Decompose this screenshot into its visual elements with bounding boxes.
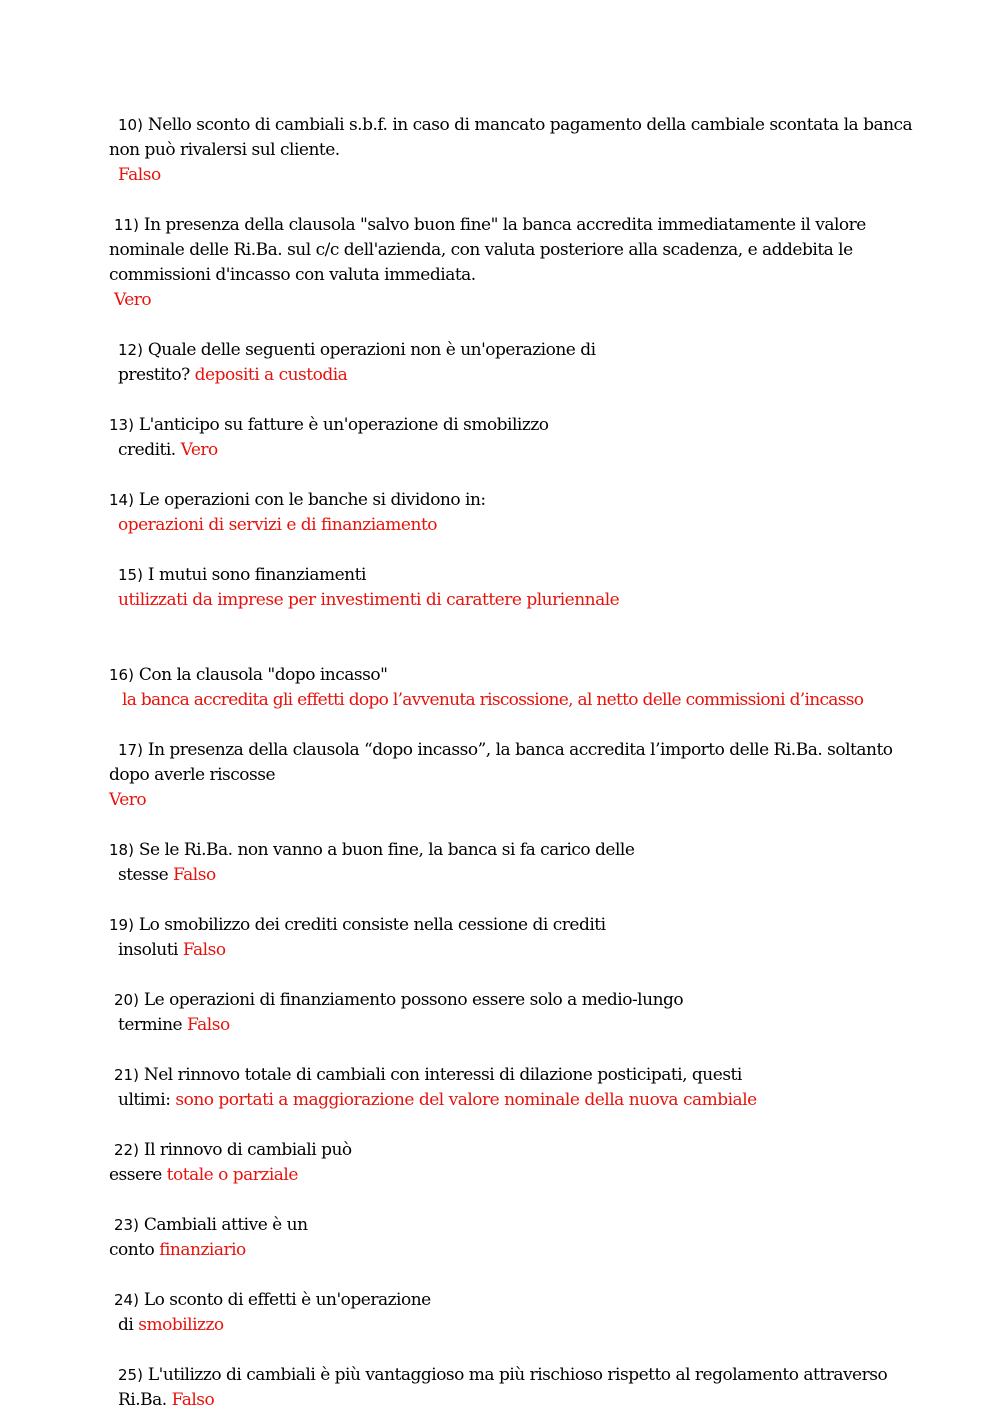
question-line: [118, 938, 226, 963]
question-line: [118, 113, 912, 138]
question-text: essere: [109, 1165, 162, 1185]
question-line: non può rivalersi sul cliente.: [109, 140, 340, 160]
question-line: [118, 363, 347, 388]
answer: Falso: [182, 940, 226, 960]
question-text: Nello sconto di cambiali s.b.f. in caso di mancato pagamento della cambiale scontata la banca: [147, 115, 913, 135]
question-line: [109, 1238, 246, 1263]
question-text: Il rinnovo di cambiali può: [143, 1140, 352, 1160]
answer: Falso: [173, 865, 216, 885]
answer: utilizzati da imprese per investimenti di carattere pluriennale: [118, 590, 620, 610]
question-text: termine: [118, 1015, 183, 1035]
question-text: L'anticipo su fatture è un'operazione di smobilizzo: [138, 415, 549, 435]
question-line: [109, 913, 606, 938]
question-text: Lo sconto di effetti è un'operazione: [143, 1290, 431, 1310]
question-line: [109, 838, 634, 863]
question-line: [114, 1063, 742, 1088]
question-line: [114, 988, 683, 1013]
question-number: 10): [118, 116, 143, 134]
answer: Vero: [114, 290, 152, 310]
question-line: [109, 1163, 298, 1188]
question-line: [118, 863, 216, 888]
question-text: ultimi:: [118, 1090, 171, 1110]
question-text: Con la clausola "dopo incasso": [138, 665, 388, 685]
question-line: [114, 213, 866, 238]
question-number: 11): [114, 216, 139, 234]
answer: la banca accredita gli effetti dopo l’avvenuta riscossione, al netto delle commissioni d’incasso: [122, 690, 864, 710]
question-number: 22): [114, 1141, 139, 1159]
question-text: conto: [109, 1240, 155, 1260]
answer: Vero: [109, 790, 147, 810]
question-number: 21): [114, 1066, 139, 1084]
question-text: Se le Ri.Ba. non vanno a buon fine, la banca si fa carico delle: [138, 840, 635, 860]
question-line: [109, 663, 387, 688]
question-line: [118, 1313, 224, 1338]
question-line: [118, 438, 218, 463]
question-text: Le operazioni con le banche si dividono in:: [138, 490, 486, 510]
question-number: 14): [109, 491, 134, 509]
question-text: di: [118, 1315, 134, 1335]
question-text: In presenza della clausola “dopo incasso”, la banca accredita l’importo delle Ri.Ba. soltanto: [147, 740, 893, 760]
question-text: I mutui sono finanziamenti: [147, 565, 366, 585]
question-number: 23): [114, 1216, 139, 1234]
question-number: 13): [109, 416, 134, 434]
question-number: 20): [114, 991, 139, 1009]
question-line: nominale delle Ri.Ba. sul c/c dell'azienda, con valuta posteriore alla scadenza, e addebita le: [109, 240, 853, 260]
question-number: 16): [109, 666, 134, 684]
question-text: crediti.: [118, 440, 176, 460]
question-line: [118, 1388, 214, 1413]
answer: Falso: [187, 1015, 230, 1035]
answer: Vero: [180, 440, 218, 460]
question-line: [118, 1013, 230, 1038]
question-number: 25): [118, 1366, 143, 1384]
question-line: dopo averle riscosse: [109, 765, 276, 785]
question-number: 12): [118, 341, 143, 359]
question-number: 18): [109, 841, 134, 859]
question-line: [109, 413, 549, 438]
question-text: Lo smobilizzo dei crediti consiste nella cessione di crediti: [138, 915, 606, 935]
question-line: [118, 1363, 887, 1388]
question-text: L'utilizzo di cambiali è più vantaggioso ma più rischioso rispetto al regolamento attraverso: [147, 1365, 888, 1385]
answer: smobilizzo: [138, 1315, 224, 1335]
question-text: Ri.Ba.: [118, 1390, 167, 1410]
answer: depositi a custodia: [194, 365, 348, 385]
question-text: Cambiali attive è un: [143, 1215, 308, 1235]
question-text: In presenza della clausola "salvo buon fine" la banca accredita immediatamente il valore: [143, 215, 866, 235]
answer: sono portati a maggiorazione del valore nominale della nuova cambiale: [175, 1090, 757, 1110]
answer: Falso: [118, 165, 161, 185]
question-line: [118, 338, 596, 363]
question-line: [114, 1138, 352, 1163]
question-line: [118, 1088, 757, 1113]
question-text: insoluti: [118, 940, 178, 960]
question-line: [114, 1213, 308, 1238]
answer: Falso: [171, 1390, 215, 1410]
question-number: 15): [118, 566, 143, 584]
question-line: [118, 563, 366, 588]
question-text: prestito?: [118, 365, 190, 385]
answer: operazioni di servizi e di finanziamento: [118, 515, 438, 535]
question-number: 24): [114, 1291, 139, 1309]
question-text: Le operazioni di finanziamento possono essere solo a medio-lungo: [143, 990, 684, 1010]
question-number: 17): [118, 741, 143, 759]
question-text: Quale delle seguenti operazioni non è un'operazione di: [147, 340, 596, 360]
question-line: commissioni d'incasso con valuta immediata.: [109, 265, 476, 285]
question-text: stesse: [118, 865, 169, 885]
question-number: 19): [109, 916, 134, 934]
answer: totale o parziale: [166, 1165, 298, 1185]
question-line: [114, 1288, 431, 1313]
question-line: [109, 488, 486, 513]
answer: finanziario: [159, 1240, 246, 1260]
question-text: Nel rinnovo totale di cambiali con interessi di dilazione posticipati, questi: [143, 1065, 742, 1085]
question-line: [118, 738, 893, 763]
